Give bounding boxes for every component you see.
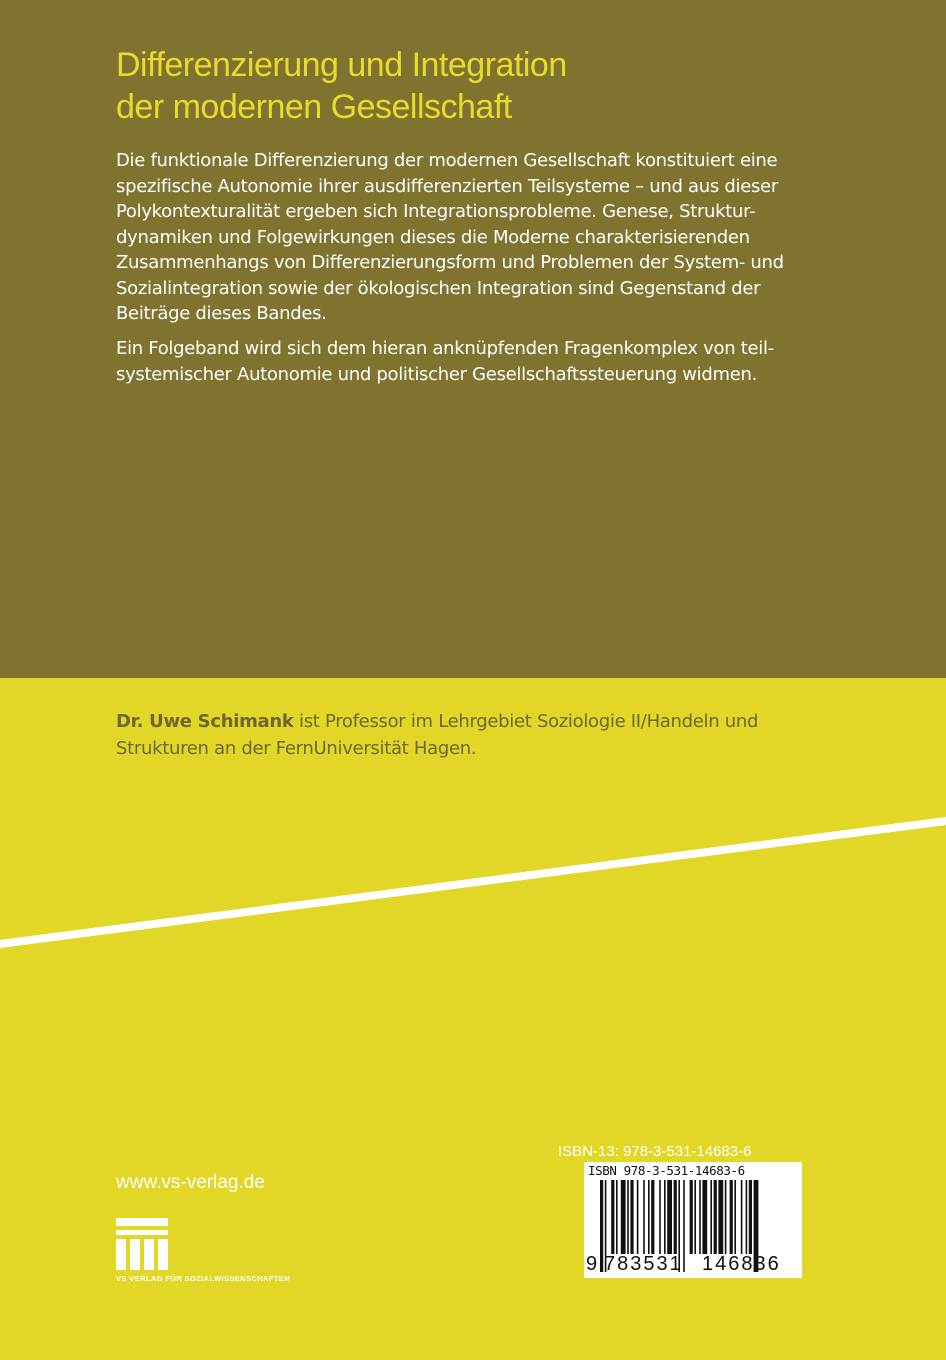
title-line-2: der modernen Gesellschaft (116, 88, 512, 126)
text-line: Sozialintegration sowie der ökologischen Integration sind Gegenstand der (116, 277, 761, 299)
title-line-1: Differenzierung und Integration (116, 46, 567, 84)
barcode-bar (741, 1180, 743, 1254)
barcode-bar (659, 1180, 661, 1254)
text-line: Ein Folgeband wird sich dem hieran anknüpfenden Fragenkomplex von teil- (116, 338, 774, 359)
barcode (584, 1162, 802, 1278)
barcode-bar (690, 1180, 693, 1254)
author-bio (116, 708, 856, 762)
barcode-bar (643, 1180, 645, 1254)
barcode-bar (702, 1180, 707, 1254)
text-line: spezifische Autonomie ihrer ausdifferenzierten Teilsysteme – und aus dieser (116, 175, 778, 197)
barcode-bar (746, 1180, 748, 1254)
barcode-bar (725, 1180, 727, 1254)
barcode-bar (749, 1180, 752, 1254)
barcode-bar (611, 1180, 614, 1254)
barcode-bar (694, 1180, 696, 1254)
barcode-bar (630, 1180, 633, 1254)
author-bio-text: ist Professor im Lehrgebiet Soziologie II/Handeln und (293, 711, 759, 732)
text-line: Zusammenhangs von Differenzierungsform und Problemen der System- und (116, 252, 784, 273)
barcode-bar (664, 1180, 666, 1254)
barcode-bar (621, 1180, 626, 1254)
description-paragraph-2 (116, 336, 846, 387)
text-line: Polykontexturalität ergeben sich Integrationsprobleme. Genese, Struktur- (116, 201, 756, 222)
barcode-bar (718, 1180, 723, 1254)
text-line: Beiträge dieses Bandes. (116, 303, 327, 324)
website-url[interactable]: www.vs-verlag.de (116, 1172, 265, 1193)
barcode-isbn-text: ISBN 978-3-531-14683-6 (588, 1163, 745, 1178)
barcode-bar (600, 1180, 603, 1272)
author-bio-line-2: Strukturen an der FernUniversität Hagen. (116, 738, 477, 759)
barcode-bar (730, 1180, 733, 1254)
barcode-digit-group-2: 146836 (702, 1253, 781, 1275)
barcode-bar (667, 1180, 672, 1254)
barcode-bar (627, 1180, 629, 1254)
barcode-first-digit: 9 (586, 1253, 598, 1275)
barcode-bar (699, 1180, 701, 1254)
book-title (116, 44, 876, 128)
barcode-bar (648, 1180, 650, 1254)
author-bio-line-1 (116, 708, 856, 735)
barcode-bar (714, 1180, 717, 1254)
barcode-bar (651, 1180, 654, 1254)
text-line: systemischer Autonomie und politischer Gesellschaftssteuerung widmen. (116, 363, 758, 385)
text-line: Die funktionale Differenzierung der modernen Gesellschaft konstituiert eine (116, 150, 778, 171)
barcode-bar (616, 1180, 618, 1254)
description-paragraph-1 (116, 148, 846, 327)
publisher-name: VS VERLAG FÜR SOZIALWISSENSCHAFTEN (116, 1274, 291, 1283)
text-line: dynamiken und Folgewirkungen dieses die Moderne charakterisierenden (116, 226, 750, 248)
isbn-label: ISBN-13: 978-3-531-14683-6 (558, 1143, 752, 1160)
barcode-bar (710, 1180, 712, 1254)
barcode-bar (734, 1180, 736, 1254)
barcode-bar (674, 1180, 677, 1254)
barcode-bar (683, 1180, 685, 1272)
barcode-bar (637, 1180, 639, 1254)
author-name: Dr. Uwe Schimank (116, 711, 294, 732)
vs-verlag-logo-icon (116, 1218, 168, 1270)
barcode-digit-group-1: 783531 (604, 1253, 683, 1275)
